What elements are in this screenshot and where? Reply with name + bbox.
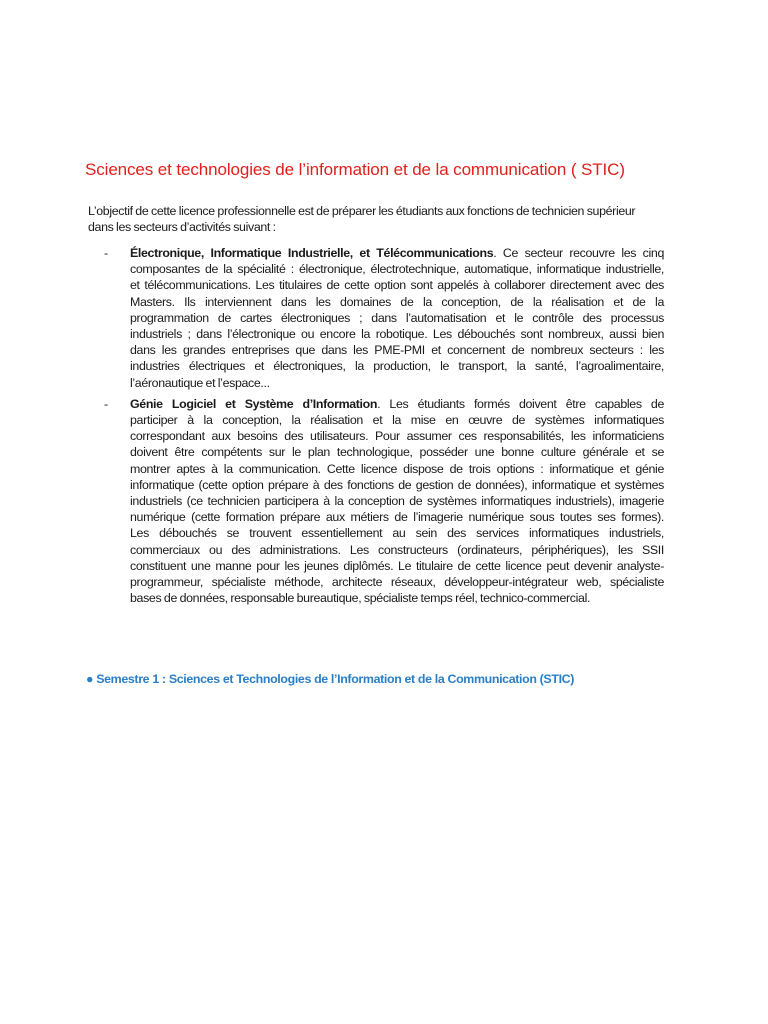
bullet-text: . Les étudiants formés doivent être capables de [377, 396, 664, 411]
page-title: Sciences et technologies de l’information et de la communication ( STIC) [85, 160, 625, 179]
bullet-line [130, 396, 664, 412]
intro-paragraph [88, 203, 663, 235]
bullet-line: industries électriques et électroniques, la production, le transport, la santé, l’agroalimentaire, [130, 359, 664, 374]
bullet-line: informatique (cette option prépare à des fonctions de gestion de données), informatique et systèmes [130, 477, 664, 492]
bullet-line: doivent être compétents sur le plan technologique, posséder une bonne culture générale et se [130, 445, 664, 460]
bullet-line: Masters. Ils interviennent dans les domaines de la conception, de la réalisation et de la [130, 294, 664, 309]
bullet-line: l’aéronautique et l’espace... [130, 375, 270, 390]
bullet-line: industriels ; dans l’électronique ou encore la robotique. Les débouchés sont nombreux, aussi bien [130, 327, 664, 342]
bullet-line [130, 245, 664, 261]
bullet-line: commerciaux ou des administrations. Les constructeurs (ordinateurs, périphériques), les SSII [130, 542, 664, 557]
sector-heading: Génie Logiciel et Système d’Information [130, 396, 378, 411]
sector-list [104, 245, 664, 611]
dash-marker: - [104, 246, 108, 260]
sector-item-electronics [104, 245, 664, 391]
bullet-line: et télécommunications. Les titulaires de cette option sont appelés à collaborer directement avec des [130, 278, 664, 293]
bullet-line: programmation de cartes électroniques ; dans l’automatisation et le contrôle des processus [130, 310, 664, 325]
intro-line-1: L’objectif de cette licence professionnelle est de préparer les étudiants aux fonctions de technicien supérieur [88, 204, 636, 218]
intro-line-2: dans les secteurs d’activités suivant : [88, 220, 276, 235]
bullet-line: correspondant aux besoins des utilisateurs. Pour assumer ces responsabilités, les informaticiens [130, 429, 664, 444]
bullet-line: numérique (cette formation prépare aux métiers de l’imagerie numérique sous toutes ses formes). [130, 510, 664, 525]
bullet-line: bases de données, responsable bureautique, spécialiste temps réel, technico-commercial. [130, 591, 591, 606]
sector-item-software [104, 396, 664, 607]
bullet-line: dans les grandes entreprises que dans les PME-PMI et concernent de nombreux secteurs : les [130, 343, 664, 358]
bullet-line: industriels (ce technicien participera à la conception de systèmes informatiques industriels), imagerie [130, 494, 664, 509]
semester-heading: ● Semestre 1 : Sciences et Technologies de l’Information et de la Communication (STIC) [86, 672, 575, 686]
bullet-line: programmeur, spécialiste méthode, architecte réseaux, développeur-intégrateur web, spécialiste [130, 575, 664, 590]
bullet-text: . Ce secteur recouvre les cinq [493, 246, 664, 260]
bullet-line: composantes de la spécialité : électronique, électrotechnique, automatique, informatique industrielle, [130, 262, 664, 277]
bullet-line: participer à la conception, la réalisation et la mise en œuvre de systèmes informatiques [130, 413, 664, 428]
bullet-line: constituent une manne pour les jeunes diplômés. Le titulaire de cette licence peut devenir analyste- [130, 558, 664, 573]
dash-marker: - [104, 396, 108, 411]
bullet-line: Les débouchés se trouvent essentiellement au sein des services informatiques industriels, [130, 526, 664, 541]
bullet-line: montrer aptes à la communication. Cette licence dispose de trois options : informatique et génie [130, 461, 664, 476]
sector-heading: Électronique, Informatique Industrielle, et Télécommunications [130, 246, 494, 260]
